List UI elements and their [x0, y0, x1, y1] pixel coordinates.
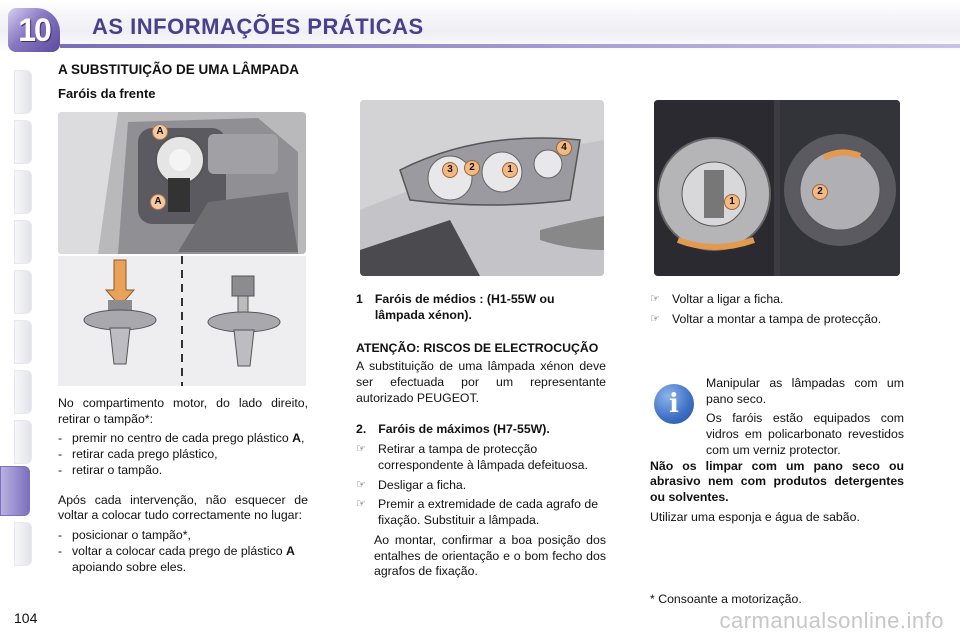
chapter-tabs	[0, 62, 40, 582]
info-warning: Não os limpar com um pano seco ou abrasivo nem com produtos detergentes ou solventes.	[650, 458, 904, 505]
list-item: ☞ Premir a extremidade de cada agrafo de fixação. Substituir a lâmpada.	[356, 497, 599, 528]
list-item: - retirar cada prego plástico,	[58, 447, 218, 462]
pointer-icon: ☞	[356, 443, 366, 456]
chapter-tab[interactable]	[14, 420, 32, 464]
headlight-rear-drawing	[654, 100, 900, 276]
callout-1: 1	[502, 162, 518, 178]
list-item: - retirar o tampão.	[58, 462, 163, 477]
note-paragraph: Ao montar, confirmar a boa posição dos entalhes de orientação e o bom fecho dos agrafos de fixação.	[374, 532, 606, 579]
intro-paragraph: No compartimento motor, do lado direito, retirar o tampão*:	[58, 396, 308, 426]
list-item: - premir no centro de cada prego plástico A,	[58, 431, 305, 446]
engine-compartment-image	[58, 112, 306, 254]
callout-2: 2	[464, 160, 480, 176]
list-item: ☞ Retirar a tampa de protecção correspondente à lâmpada defeituosa.	[356, 442, 588, 472]
info-paragraph: Utilizar uma esponja e água de sabão.	[650, 509, 860, 524]
chapter-number: 10	[18, 11, 50, 48]
list-item: - posicionar o tampão*,	[58, 528, 191, 543]
rivet-drawing	[58, 256, 306, 386]
watermark: carmanualsonline.info	[719, 608, 944, 633]
label-a-marker: A	[150, 194, 166, 210]
headlight-rear-image	[654, 100, 900, 276]
chapter-tab[interactable]	[14, 370, 32, 414]
info-paragraph: Os faróis estão equipados com vidros em policarbonato revestidos com um verniz protector.	[706, 411, 904, 457]
column-2-text	[356, 292, 606, 584]
column-3-text	[650, 292, 904, 331]
info-icon: i	[654, 384, 694, 424]
chapter-tab[interactable]	[14, 120, 32, 164]
chapter-tab[interactable]	[14, 220, 32, 264]
headlight-drawing	[360, 100, 604, 276]
page-number: 104	[14, 610, 38, 626]
pointer-icon: ☞	[356, 498, 366, 511]
chapter-tab[interactable]	[14, 170, 32, 214]
pointer-icon: ☞	[356, 478, 366, 491]
info-paragraph: Manipular as lâmpadas com um pano seco.	[706, 376, 904, 406]
footnote: * Consoante a motorização.	[650, 592, 802, 606]
pointer-icon: ☞	[650, 293, 660, 305]
pointer-icon: ☞	[650, 312, 660, 325]
column-1-text	[58, 396, 308, 575]
chapter-tab[interactable]	[14, 522, 32, 566]
callout-4: 4	[556, 140, 572, 156]
chapter-tab-active[interactable]	[0, 466, 30, 516]
callout-1: 1	[724, 194, 740, 210]
headlight-image	[360, 100, 604, 276]
header-divider	[60, 44, 960, 48]
callout-3: 3	[442, 162, 458, 178]
chapter-tab[interactable]	[14, 270, 32, 314]
warning-title: ATENÇÃO: RISCOS DE ELECTROCUÇÃO	[356, 341, 599, 356]
item-2: 2. Faróis de máximos (H7-55W).	[356, 422, 550, 437]
chapter-tab[interactable]	[14, 70, 32, 114]
callout-2: 2	[812, 184, 828, 200]
info-box	[650, 376, 904, 530]
after-paragraph: Após cada intervenção, não esquecer de voltar a colocar tudo correctamente no lugar:	[58, 492, 308, 523]
list-item: ☞ Voltar a ligar a ficha.	[650, 292, 784, 306]
item-1: 1 Faróis de médios : (H1-55W ou lâmpada xénon).	[356, 292, 555, 322]
list-item: - voltar a colocar cada prego de plástico A apoiando sobre eles.	[58, 543, 295, 574]
rivet-diagram	[58, 256, 306, 386]
section-title: A SUBSTITUIÇÃO DE UMA LÂMPADA	[58, 62, 299, 77]
subsection-title: Faróis da frente	[58, 86, 156, 101]
warning-text: A substituição de uma lâmpada xénon deve ser efectuada por um representante autorizado PEUGEOT.	[356, 359, 606, 405]
engine-compartment-drawing	[58, 112, 306, 254]
label-a-marker: A	[152, 124, 168, 140]
list-item: ☞ Desligar a ficha.	[356, 477, 467, 492]
chapter-badge	[8, 8, 60, 52]
list-item: ☞ Voltar a montar a tampa de protecção.	[650, 311, 882, 326]
page-title: AS INFORMAÇÕES PRÁTICAS	[92, 14, 424, 39]
chapter-tab[interactable]	[14, 320, 32, 364]
